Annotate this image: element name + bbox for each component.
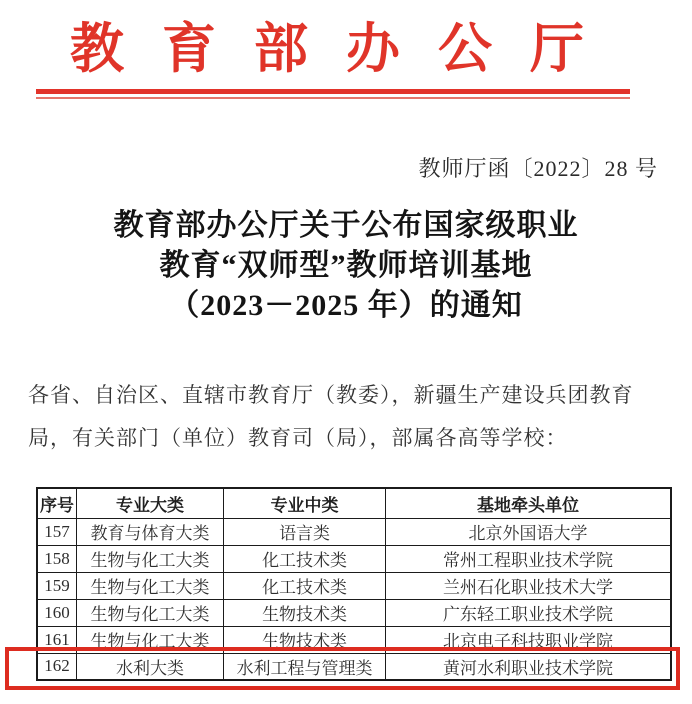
col-header-mid-category: 专业中类 — [224, 488, 386, 518]
document-number: 教师厅函〔2022〕28 号 — [418, 156, 658, 181]
salutation-line-1: 各省、自治区、直辖市教育厅（教委），新疆生产建设兵团教育 — [28, 383, 634, 407]
salutation-paragraph — [28, 374, 674, 460]
cell-major-category: 生物与化工大类 — [77, 626, 224, 653]
letterhead-rule-thick — [36, 89, 630, 94]
training-base-table — [36, 487, 672, 681]
cell-lead-unit: 广东轻工职业技术学院 — [386, 599, 671, 626]
cell-major-category: 生物与化工大类 — [77, 599, 224, 626]
salutation-line-2: 局，有关部门（单位）教育司（局），部属各高等学校： — [28, 426, 568, 450]
notice-title-line-3: （2023－2025 年）的通知 — [169, 289, 523, 322]
table-row-162-highlighted — [37, 653, 671, 680]
cell-major-category: 教育与体育大类 — [77, 518, 224, 545]
cell-index: 160 — [37, 599, 77, 626]
table-row-160 — [37, 599, 671, 626]
notice-title — [0, 206, 692, 326]
cell-lead-unit: 北京电子科技职业学院 — [386, 626, 671, 653]
table-row-161 — [37, 626, 671, 653]
notice-title-line-2: 教育“双师型”教师培训基地 — [159, 249, 533, 282]
cell-major-category: 水利大类 — [77, 653, 224, 680]
table-row-157 — [37, 518, 671, 545]
cell-mid-category: 生物技术类 — [224, 626, 386, 653]
cell-mid-category: 语言类 — [224, 518, 386, 545]
cell-index: 161 — [37, 626, 77, 653]
cell-lead-unit: 常州工程职业技术学院 — [386, 545, 671, 572]
cell-lead-unit: 黄河水利职业技术学院 — [386, 653, 671, 680]
table-row-159 — [37, 572, 671, 599]
table-header-row — [37, 488, 671, 518]
col-header-major-category: 专业大类 — [77, 488, 224, 518]
cell-major-category: 生物与化工大类 — [77, 545, 224, 572]
table-row-158 — [37, 545, 671, 572]
cell-index: 159 — [37, 572, 77, 599]
cell-index: 162 — [37, 653, 77, 680]
col-header-index: 序号 — [37, 488, 77, 518]
cell-index: 157 — [37, 518, 77, 545]
notice-title-line-1: 教育部办公厅关于公布国家级职业 — [113, 209, 579, 242]
cell-mid-category: 化工技术类 — [224, 572, 386, 599]
cell-mid-category: 化工技术类 — [224, 545, 386, 572]
letterhead-title: 教育部办公厅 — [70, 19, 622, 79]
cell-mid-category: 生物技术类 — [224, 599, 386, 626]
cell-mid-category: 水利工程与管理类 — [224, 653, 386, 680]
cell-lead-unit: 兰州石化职业技术大学 — [386, 572, 671, 599]
cell-index: 158 — [37, 545, 77, 572]
letterhead-rule-thin — [36, 97, 630, 99]
col-header-lead-unit: 基地牵头单位 — [386, 488, 671, 518]
cell-major-category: 生物与化工大类 — [77, 572, 224, 599]
cell-lead-unit: 北京外国语大学 — [386, 518, 671, 545]
